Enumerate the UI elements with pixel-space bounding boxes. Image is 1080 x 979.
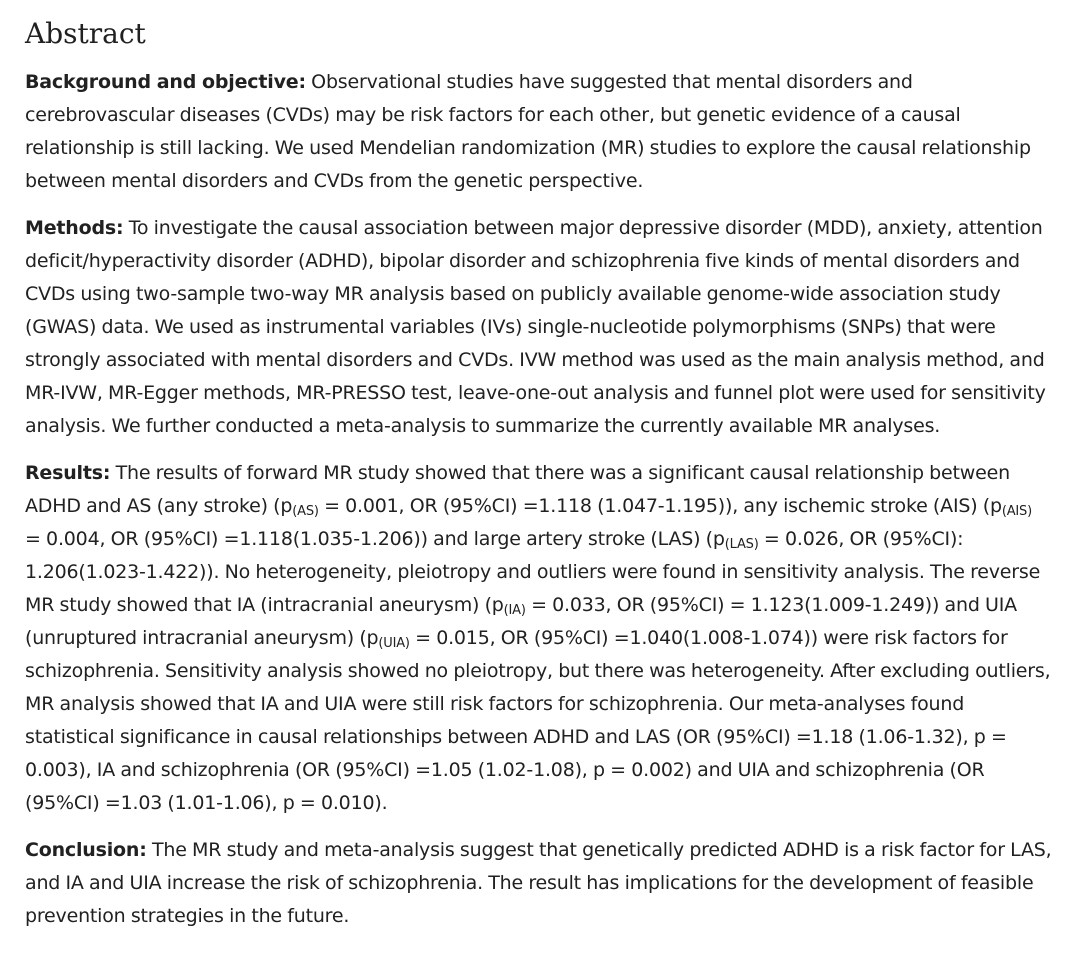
results-text-1: The results of forward MR study showed that there was a significant causal relationship between ADHD and AS (any stroke) (p	[25, 462, 1010, 517]
background-text: Observational studies have suggested that mental disorders and cerebrovascular diseases (CVDs) may be risk factors for each other, but genetic evidence of a causal relationship is still lacking. We used Mendelian randomization (MR) studies to explore the causal relationship between mental disorders and CVDs from the genetic perspective.	[25, 71, 1031, 192]
results-text-3: = 0.004, OR (95%CI) =1.118(1.035-1.206)) and large artery stroke (LAS) (p	[25, 528, 725, 550]
results-text-2: = 0.001, OR (95%CI) =1.118 (1.047-1.195)), any ischemic stroke (AIS) (p	[318, 495, 1002, 517]
abstract-heading: Abstract	[25, 17, 146, 50]
results-text-5: = 0.033, OR (95%CI) = 1.123(1.009-1.249)) and UIA (unruptured intracranial aneurysm) (p	[25, 594, 1017, 649]
conclusion-label: Conclusion:	[25, 839, 147, 861]
background-label: Background and objective:	[25, 71, 306, 93]
results-text-6: = 0.015, OR (95%CI) =1.040(1.008-1.074)) were risk factors for schizophrenia. Sensitivity analysis showed no pleiotropy, but there was heterogeneity. After excluding outliers, MR analysis showed that IA and UIA were still risk factors for schizophrenia. Our meta-analyses found statistical significance in causal relationships between ADHD and LAS (OR (95%CI) =1.18 (1.06-1.32), p = 0.003), IA and schizophrenia (OR (95%CI) =1.05 (1.02-1.08), p = 0.002) and UIA and schizophrenia (OR (95%CI) =1.03 (1.01-1.06), p = 0.010).	[25, 627, 1051, 814]
conclusion-paragraph	[25, 834, 1052, 933]
background-paragraph	[25, 66, 1052, 198]
methods-text: To investigate the causal association between major depressive disorder (MDD), anxiety, attention deficit/hyperactivity disorder (ADHD), bipolar disorder and schizophrenia five kinds of mental disorders and CVDs using two-sample two-way MR analysis based on publicly available genome-wide association study (GWAS) data. We used as instrumental variables (IVs) single-nucleotide polymorphisms (SNPs) that were strongly associated with mental disorders and CVDs. IVW method was used as the main analysis method, and MR-IVW, MR-Egger methods, MR-PRESSO test, leave-one-out analysis and funnel plot were used for sensitivity analysis. We further conducted a meta-analysis to summarize the currently available MR analyses.	[25, 217, 1046, 437]
results-paragraph	[25, 457, 1052, 820]
conclusion-text: The MR study and meta-analysis suggest that genetically predicted ADHD is a risk factor for LAS, and IA and UIA increase the risk of schizophrenia. The result has implications for the development of feasible prevention strategies in the future.	[25, 839, 1052, 927]
p-subscript-ia: (IA)	[503, 603, 526, 618]
p-subscript-uia: (UIA)	[378, 636, 410, 651]
methods-label: Methods:	[25, 217, 124, 239]
results-label: Results:	[25, 462, 111, 484]
results-text-4: = 0.026, OR (95%CI): 1.206(1.023-1.422)). No heterogeneity, pleiotropy and outliers were found in sensitivity analysis. The reverse MR study showed that IA (intracranial aneurysm) (p	[25, 528, 1041, 616]
p-subscript-as: (AS)	[292, 504, 319, 519]
p-subscript-ais: (AIS)	[1001, 504, 1032, 519]
methods-paragraph	[25, 212, 1052, 443]
p-subscript-las: (LAS)	[724, 537, 759, 552]
